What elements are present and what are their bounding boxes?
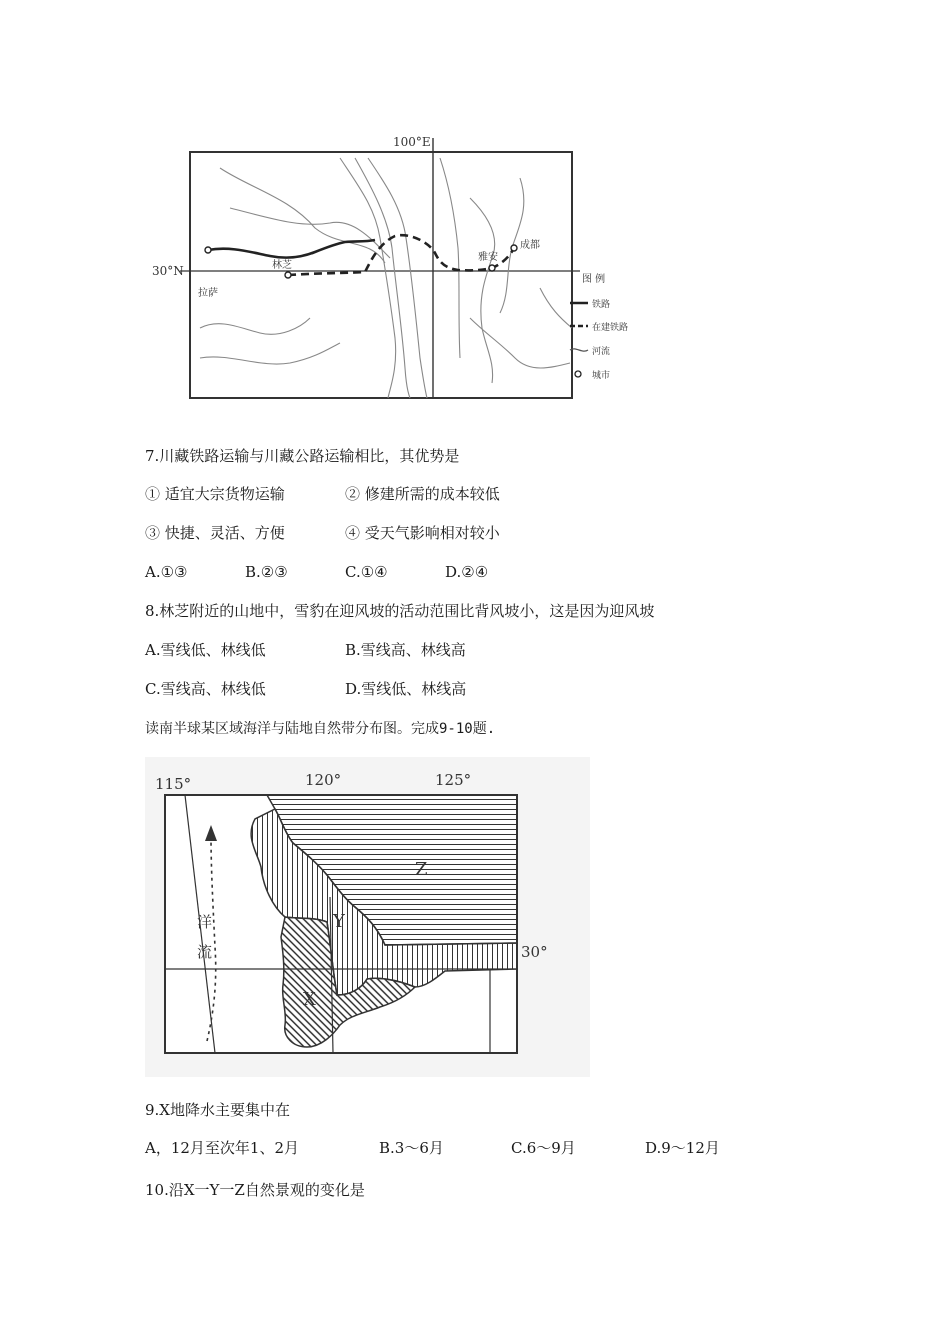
- intro-9-10: 读南半球某区域海洋与陆地自然带分布图。完成9-10题.: [145, 721, 496, 737]
- q7-choice-a: A.①③: [145, 563, 188, 581]
- city-chengdu: [511, 245, 517, 251]
- map1-legend: [570, 272, 628, 381]
- latitude-label: 30°N: [152, 264, 184, 278]
- q7-item-4: ④ 受天气影响相对较小: [345, 524, 500, 542]
- zone-label-y: Y: [333, 911, 345, 932]
- city-lhasa: [205, 247, 211, 253]
- q9-stem: 9.X地降水主要集中在: [145, 1101, 290, 1119]
- city-label-linzhi: 林芝: [272, 260, 292, 271]
- city-label-chengdu: 成都: [520, 240, 540, 251]
- svg-text:城市: 城市: [592, 371, 611, 381]
- q9-choice-d: D.9～12月: [645, 1139, 720, 1157]
- q10-stem: 10.沿X一Y一Z自然景观的变化是: [145, 1181, 365, 1199]
- current-label-1: 洋: [197, 913, 213, 931]
- q8-choice-a: A.雪线低、林线低: [145, 641, 266, 659]
- q7-choice-c: C.①④: [345, 563, 388, 581]
- zone-label-x: X: [303, 989, 316, 1010]
- svg-text:河流: 河流: [592, 347, 611, 357]
- q8-stem: 8.林芝附近的山地中，雪豹在迎风坡的活动范围比背风坡小，这是因为迎风坡: [145, 602, 655, 620]
- svg-text:在建铁路: 在建铁路: [592, 323, 629, 333]
- q8-choice-d: D.雪线低、林线高: [345, 680, 467, 698]
- city-label-yaan: 雅安: [478, 252, 498, 263]
- natural-zone-map: [145, 757, 590, 1077]
- longitude-label: 100°E: [393, 135, 431, 149]
- q7-stem: 7.川藏铁路运输与川藏公路运输相比，其优势是: [145, 447, 460, 465]
- lat-label-30: 30°: [521, 943, 548, 961]
- current-label-2: 流: [197, 943, 213, 961]
- sichuan-tibet-railway-map: [140, 128, 629, 420]
- q7-item-2: ② 修建所需的成本较低: [345, 485, 500, 503]
- q8-choice-c: C.雪线高、林线低: [145, 680, 266, 698]
- q8-choice-b: B.雪线高、林线高: [345, 641, 466, 659]
- svg-text:铁路: 铁路: [592, 300, 611, 310]
- railway-line: [208, 240, 375, 258]
- q7-item-1: ① 适宜大宗货物运输: [145, 485, 285, 503]
- svg-text:图 例: 图 例: [582, 274, 606, 285]
- city-linzhi: [285, 272, 291, 278]
- city-label-lhasa: 拉萨: [198, 288, 218, 299]
- city-yaan: [489, 265, 495, 271]
- q9-choice-a: A，12月至次年1、2月: [145, 1139, 300, 1157]
- q9-choice-c: C.6～9月: [511, 1139, 576, 1157]
- q9-choice-b: B.3～6月: [379, 1139, 444, 1157]
- q7-choice-d: D.②④: [445, 563, 489, 581]
- rivers: [200, 158, 572, 398]
- zone-label-z: Z: [415, 859, 428, 880]
- lon-label-120: 120°: [305, 771, 342, 789]
- q7-choice-b: B.②③: [245, 563, 288, 581]
- lon-label-115: 115°: [155, 775, 192, 793]
- q7-item-3: ③ 快捷、灵活、方便: [145, 524, 285, 542]
- lon-label-125: 125°: [435, 771, 472, 789]
